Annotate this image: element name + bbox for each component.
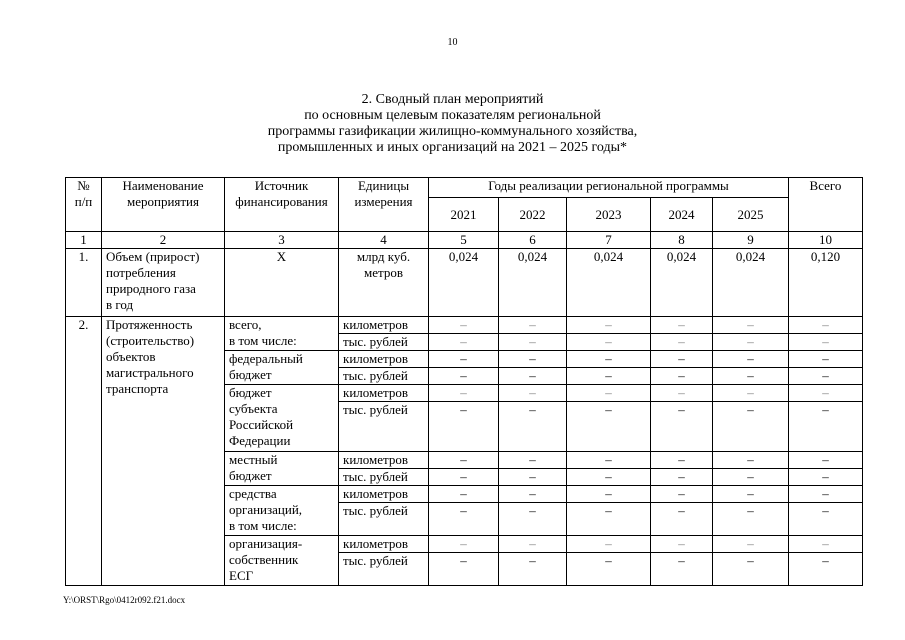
dash-cell: –	[429, 486, 499, 503]
dash-cell: –	[429, 334, 499, 351]
row-unit-line: метров	[364, 265, 403, 280]
dash-cell: –	[713, 351, 789, 368]
unit-cell: тыс. рублей	[339, 368, 429, 385]
dash-cell: –	[499, 334, 567, 351]
dash-cell: –	[713, 553, 789, 586]
title-line: по основным целевым показателям региональной	[304, 108, 601, 123]
dash-cell: –	[651, 385, 713, 402]
unit-cell: километров	[339, 317, 429, 334]
unit-cell: тыс. рублей	[339, 402, 429, 452]
dash-cell: –	[789, 486, 863, 503]
dash-cell: –	[713, 334, 789, 351]
dash-cell: –	[567, 469, 651, 486]
source-line: бюджет	[229, 468, 272, 483]
header-year: 2021	[429, 198, 499, 232]
header-year: 2024	[651, 198, 713, 232]
header-year: 2025	[713, 198, 789, 232]
dash-cell: –	[429, 351, 499, 368]
dash-cell: –	[567, 503, 651, 536]
source-org	[225, 486, 339, 536]
column-number-row	[66, 232, 863, 249]
dash-cell: –	[567, 317, 651, 334]
dash-cell: –	[499, 536, 567, 553]
dash-cell: –	[499, 317, 567, 334]
column-number: 7	[567, 232, 651, 249]
header-text: №	[77, 178, 90, 193]
dash-cell: –	[713, 317, 789, 334]
row-name	[102, 249, 225, 317]
value-cell: 0,024	[499, 249, 567, 317]
header-year: 2023	[567, 198, 651, 232]
dash-cell: –	[499, 368, 567, 385]
dash-cell: –	[651, 536, 713, 553]
source-line: Российской	[229, 417, 294, 432]
header-years-group: Годы реализации региональной программы	[429, 178, 789, 198]
dash-cell: –	[429, 385, 499, 402]
dash-cell: –	[713, 486, 789, 503]
source-line: организаций,	[229, 502, 303, 517]
source-line: в том числе:	[229, 333, 297, 348]
column-number: 9	[713, 232, 789, 249]
dash-cell: –	[651, 351, 713, 368]
dash-cell: –	[651, 486, 713, 503]
header-row	[66, 178, 863, 198]
dash-cell: –	[789, 452, 863, 469]
dash-cell: –	[567, 385, 651, 402]
unit-cell: километров	[339, 452, 429, 469]
header-source	[225, 178, 339, 232]
dash-cell: –	[651, 334, 713, 351]
source-line: всего,	[229, 317, 262, 332]
unit-cell: километров	[339, 486, 429, 503]
dash-cell: –	[567, 334, 651, 351]
unit-cell: тыс. рублей	[339, 469, 429, 486]
source-line: организация-	[229, 536, 303, 551]
column-number: 5	[429, 232, 499, 249]
source-local	[225, 452, 339, 486]
dash-cell: –	[789, 469, 863, 486]
unit-cell: тыс. рублей	[339, 553, 429, 586]
source-line: Федерации	[229, 433, 291, 448]
title-line: промышленных и иных организаций на 2021 – 2025 годы*	[277, 140, 628, 155]
dash-cell: –	[713, 368, 789, 385]
dash-cell: –	[789, 368, 863, 385]
row-name-line: Объем (прирост)	[106, 249, 200, 264]
dash-cell: –	[789, 402, 863, 452]
column-number: 3	[225, 232, 339, 249]
dash-cell: –	[499, 469, 567, 486]
source-line: бюджет	[229, 385, 272, 400]
dash-cell: –	[429, 452, 499, 469]
source-line: средства	[229, 486, 277, 501]
dash-cell: –	[789, 536, 863, 553]
source-line: бюджет	[229, 367, 272, 382]
table-row	[66, 249, 863, 317]
header-total: Всего	[789, 178, 863, 232]
dash-cell: –	[789, 385, 863, 402]
source-subject	[225, 385, 339, 452]
dash-cell: –	[713, 402, 789, 452]
header-text: мероприятия	[126, 194, 199, 209]
unit-cell: тыс. рублей	[339, 503, 429, 536]
source-federal	[225, 351, 339, 385]
dash-cell: –	[429, 553, 499, 586]
header-unit	[339, 178, 429, 232]
file-path-footer: Y:\ORST\Rgo\0412r092.f21.docx	[63, 595, 186, 605]
source-line: ЕСГ	[229, 568, 254, 583]
column-number: 4	[339, 232, 429, 249]
dash-cell: –	[567, 486, 651, 503]
dash-cell: –	[429, 536, 499, 553]
row-name	[102, 317, 225, 586]
header-text: измерения	[354, 194, 413, 209]
row-unit-line: млрд куб.	[356, 249, 411, 264]
column-number: 8	[651, 232, 713, 249]
dash-cell: –	[651, 402, 713, 452]
header-text: финансирования	[235, 194, 328, 209]
column-number: 6	[499, 232, 567, 249]
column-number: 2	[102, 232, 225, 249]
value-cell: 0,024	[713, 249, 789, 317]
row-num: 1.	[66, 249, 102, 317]
dash-cell: –	[499, 452, 567, 469]
dash-cell: –	[713, 452, 789, 469]
header-text: Источник	[254, 178, 309, 193]
row-num: 2.	[66, 317, 102, 586]
dash-cell: –	[429, 503, 499, 536]
dash-cell: –	[429, 402, 499, 452]
dash-cell: –	[651, 317, 713, 334]
dash-cell: –	[789, 317, 863, 334]
dash-cell: –	[429, 469, 499, 486]
title-line: программы газификации жилищно-коммунального хозяйства,	[267, 124, 638, 139]
dash-cell: –	[651, 553, 713, 586]
dash-cell: –	[713, 469, 789, 486]
unit-cell: километров	[339, 351, 429, 368]
header-text: Единицы	[357, 178, 410, 193]
dash-cell: –	[713, 536, 789, 553]
dash-cell: –	[567, 553, 651, 586]
source-line: в том числе:	[229, 518, 297, 533]
source-line: федеральный	[229, 351, 303, 366]
dash-cell: –	[429, 368, 499, 385]
value-cell: 0,024	[429, 249, 499, 317]
row-source: Х	[225, 249, 339, 317]
row-name-line: потребления	[106, 265, 176, 280]
dash-cell: –	[567, 536, 651, 553]
column-number: 10	[789, 232, 863, 249]
unit-cell: тыс. рублей	[339, 334, 429, 351]
total-cell: 0,120	[789, 249, 863, 317]
source-line: местный	[229, 452, 278, 467]
source-total	[225, 317, 339, 351]
row-name-line: транспорта	[106, 381, 169, 396]
dash-cell: –	[651, 469, 713, 486]
header-text: Наименование	[122, 178, 204, 193]
dash-cell: –	[429, 317, 499, 334]
row-unit	[339, 249, 429, 317]
dash-cell: –	[713, 385, 789, 402]
dash-cell: –	[499, 402, 567, 452]
unit-cell: километров	[339, 385, 429, 402]
dash-cell: –	[499, 503, 567, 536]
dash-cell: –	[499, 486, 567, 503]
row-name-line: Протяженность	[106, 317, 193, 332]
dash-cell: –	[567, 452, 651, 469]
header-year: 2022	[499, 198, 567, 232]
source-line: субъекта	[229, 401, 278, 416]
dash-cell: –	[567, 402, 651, 452]
dash-cell: –	[499, 553, 567, 586]
dash-cell: –	[651, 503, 713, 536]
dash-cell: –	[651, 368, 713, 385]
dash-cell: –	[651, 452, 713, 469]
row-name-line: объектов	[106, 349, 156, 364]
row-name-line: в год	[106, 297, 134, 312]
table-row	[66, 317, 863, 334]
dash-cell: –	[567, 368, 651, 385]
dash-cell: –	[567, 351, 651, 368]
dash-cell: –	[789, 503, 863, 536]
header-text: п/п	[74, 194, 93, 209]
dash-cell: –	[499, 385, 567, 402]
row-name-line: природного газа	[106, 281, 196, 296]
header-name	[102, 178, 225, 232]
dash-cell: –	[789, 553, 863, 586]
source-line: собственник	[229, 552, 299, 567]
header-num	[66, 178, 102, 232]
source-owner	[225, 536, 339, 586]
page-number: 10	[447, 37, 458, 48]
dash-cell: –	[789, 334, 863, 351]
document-title	[0, 92, 905, 156]
dash-cell: –	[789, 351, 863, 368]
unit-cell: километров	[339, 536, 429, 553]
dash-cell: –	[499, 351, 567, 368]
row-name-line: магистрального	[106, 365, 194, 380]
value-cell: 0,024	[567, 249, 651, 317]
dash-cell: –	[713, 503, 789, 536]
title-line: 2. Сводный план мероприятий	[361, 92, 544, 107]
value-cell: 0,024	[651, 249, 713, 317]
column-number: 1	[66, 232, 102, 249]
plan-table	[65, 177, 863, 586]
row-name-line: (строительство)	[106, 333, 195, 348]
